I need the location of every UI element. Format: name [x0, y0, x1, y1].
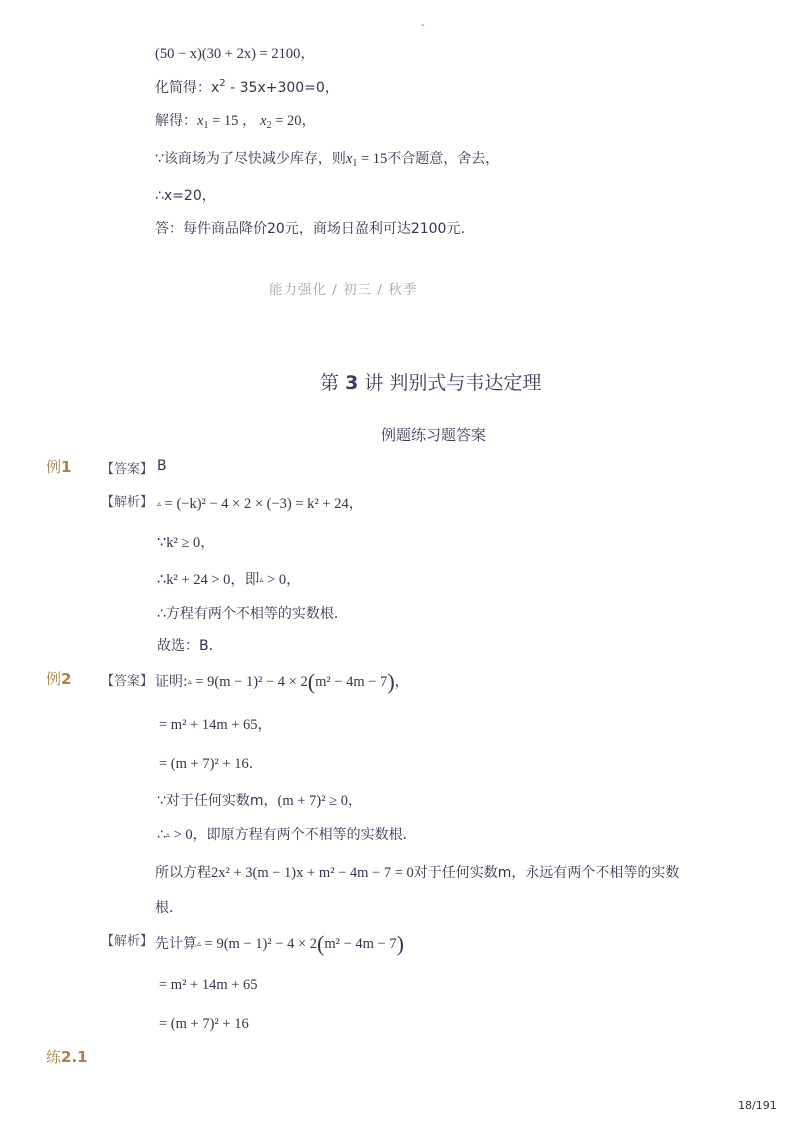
answer-line: 答：每件商品降价20元，商场日盈利可达2100元. [155, 221, 465, 237]
ex1-step-2: ∵k² ≥ 0， [157, 535, 215, 551]
analysis-tag: 【解析】 [101, 495, 154, 510]
ex2-step-5: 所以方程2x² + 3(m − 1)x + m² − 4m − 7 = 0对于任何实数m，永远有两个不相等的实数 [155, 865, 680, 881]
simplify-line: 化简得：$x^2 - 35x+300=0$， [155, 78, 339, 96]
ex2-step-5-cont: 根． [155, 900, 183, 916]
page-number: 18/191 [738, 1099, 777, 1112]
ex2-analysis: 先计算▵ = 9(m − 1)² − 4 × 2(m² − 4m − 7) [155, 931, 404, 956]
practice-2-1-label: 练2.1 [46, 1048, 88, 1066]
ex1-discriminant: ▵ = (−k)² − 4 × 2 × (−3) = k² + 24， [157, 496, 364, 512]
example-2-label: 例2 [46, 670, 72, 688]
ex2-analysis-step-1: = m² + 14m + 65 [159, 977, 258, 993]
conclude-line: ∴x=20， [155, 188, 216, 204]
ex2-analysis-step-2: = (m + 7)² + 16 [159, 1016, 249, 1032]
section-title: 例题练习题答案 [381, 426, 487, 444]
example-1-label: 例1 [46, 458, 72, 476]
reject-line: ∵该商场为了尽快减少库存，则$x_1 = 15$不合题意，舍去， [155, 151, 500, 169]
answer-tag: 【答案】 [101, 462, 154, 477]
course-band: 能力强化 / 初三 / 秋季 [269, 282, 418, 298]
ex1-step-3: ∴k² + 24 > 0，即▵ > 0， [157, 572, 301, 588]
ex2-step-1: = m² + 14m + 65， [159, 717, 273, 733]
equation-line: (50 − x)(30 + 2x) = 2100， [155, 46, 315, 62]
answer-tag: 【答案】 [101, 674, 154, 689]
ex1-answer: B [157, 458, 167, 474]
ex2-step-4: ∴▵ > 0，即原方程有两个不相等的实数根． [157, 827, 417, 843]
ex2-proof: 证明:▵ = 9(m − 1)² − 4 × 2(m² − 4m − 7)， [155, 669, 410, 694]
header-mark: - [421, 20, 425, 31]
solve-line: 解得：$x_1 = 15$ ， $x_2 = 20$， [155, 113, 316, 131]
lecture-title: 第 3 讲 判别式与韦达定理 [320, 372, 542, 394]
ex2-step-3: ∵对于任何实数m，(m + 7)² ≥ 0， [157, 793, 362, 809]
analysis-tag: 【解析】 [101, 934, 154, 949]
ex1-step-5: 故选：B． [157, 638, 223, 654]
ex1-step-4: ∴方程有两个不相等的实数根． [157, 606, 348, 622]
ex2-step-2: = (m + 7)² + 16． [159, 756, 264, 772]
